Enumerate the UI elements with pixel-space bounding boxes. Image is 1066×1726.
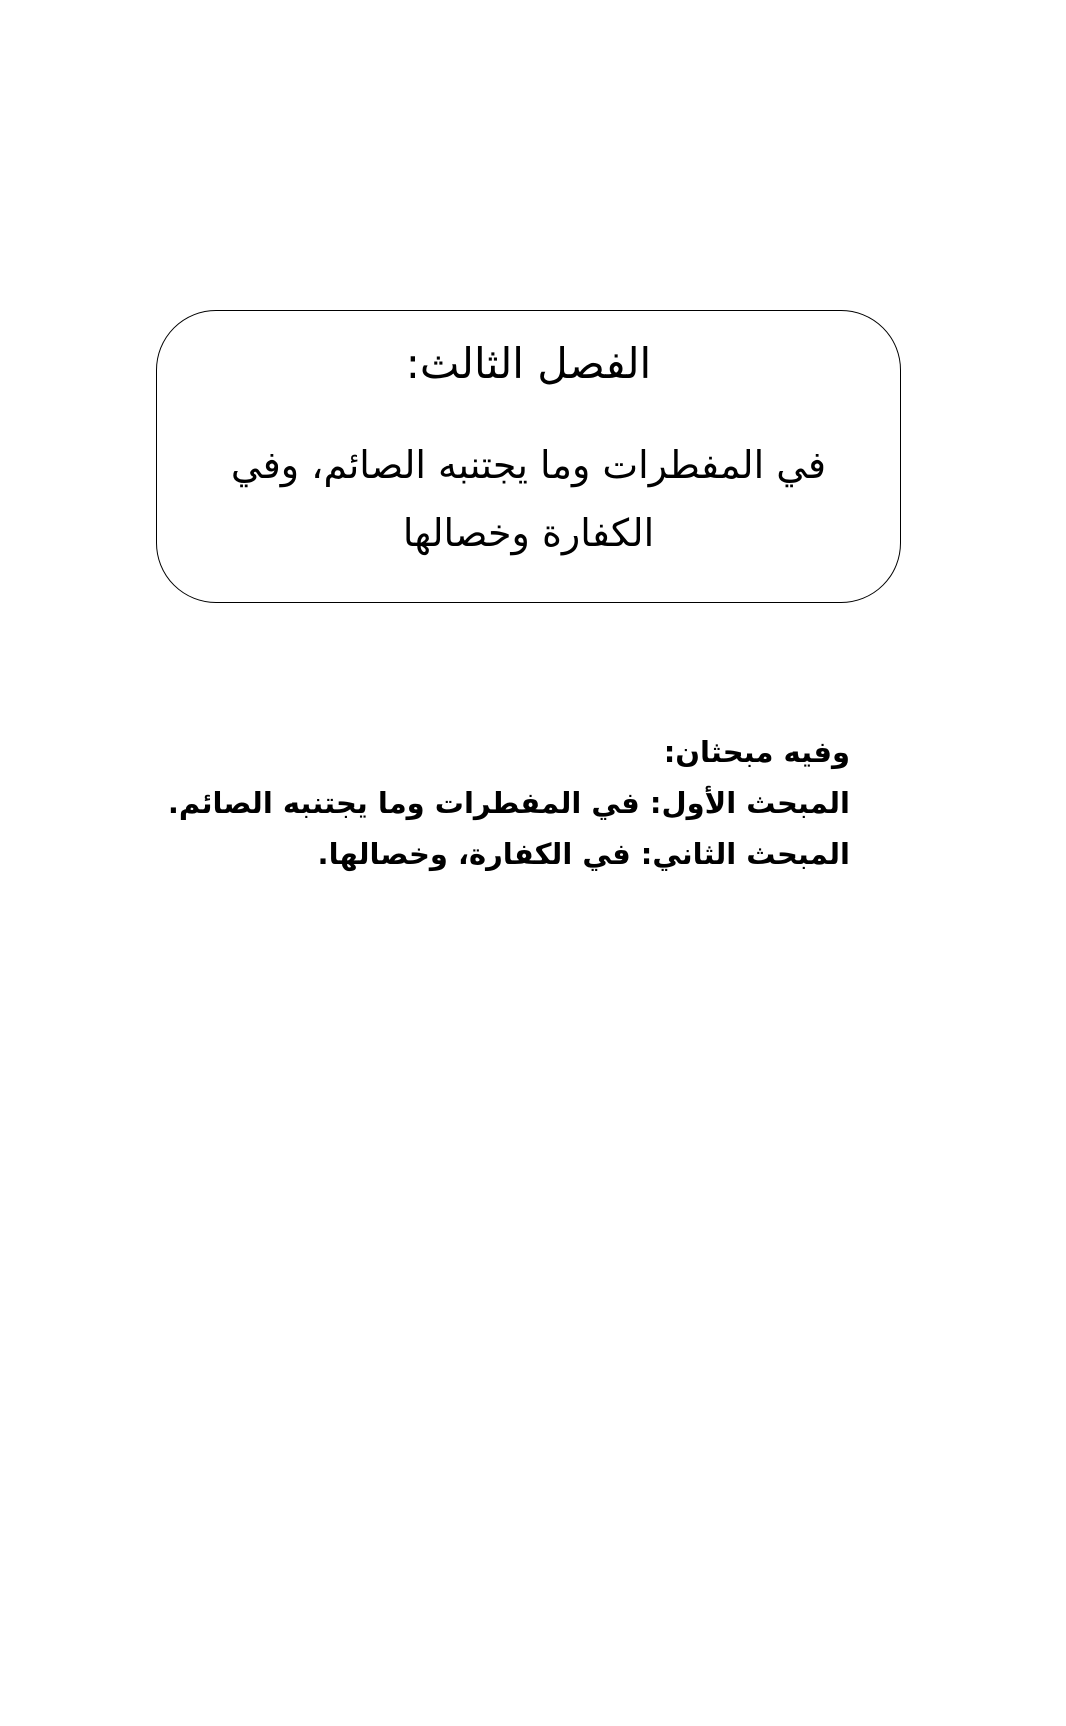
- section-one: [167, 785, 850, 821]
- section-one-label: المبحث الأول:: [649, 785, 850, 820]
- section-two-text: في الكفارة، وخصالها.: [317, 836, 631, 871]
- chapter-title: الفصل الثالث:: [405, 339, 652, 388]
- chapter-subtitle: في المفطرات وما يجتنبه الصائم، وفي الكفارة وخصالها: [230, 443, 827, 555]
- chapter-heading-box: [156, 310, 901, 603]
- contents-intro: وفيه مبحثان:: [663, 735, 850, 769]
- section-two: [230, 837, 850, 872]
- section-one-text: في المفطرات وما يجتنبه الصائم.: [167, 785, 640, 820]
- section-two-label: المبحث الثاني:: [640, 836, 850, 871]
- chapter-contents: [167, 735, 850, 887]
